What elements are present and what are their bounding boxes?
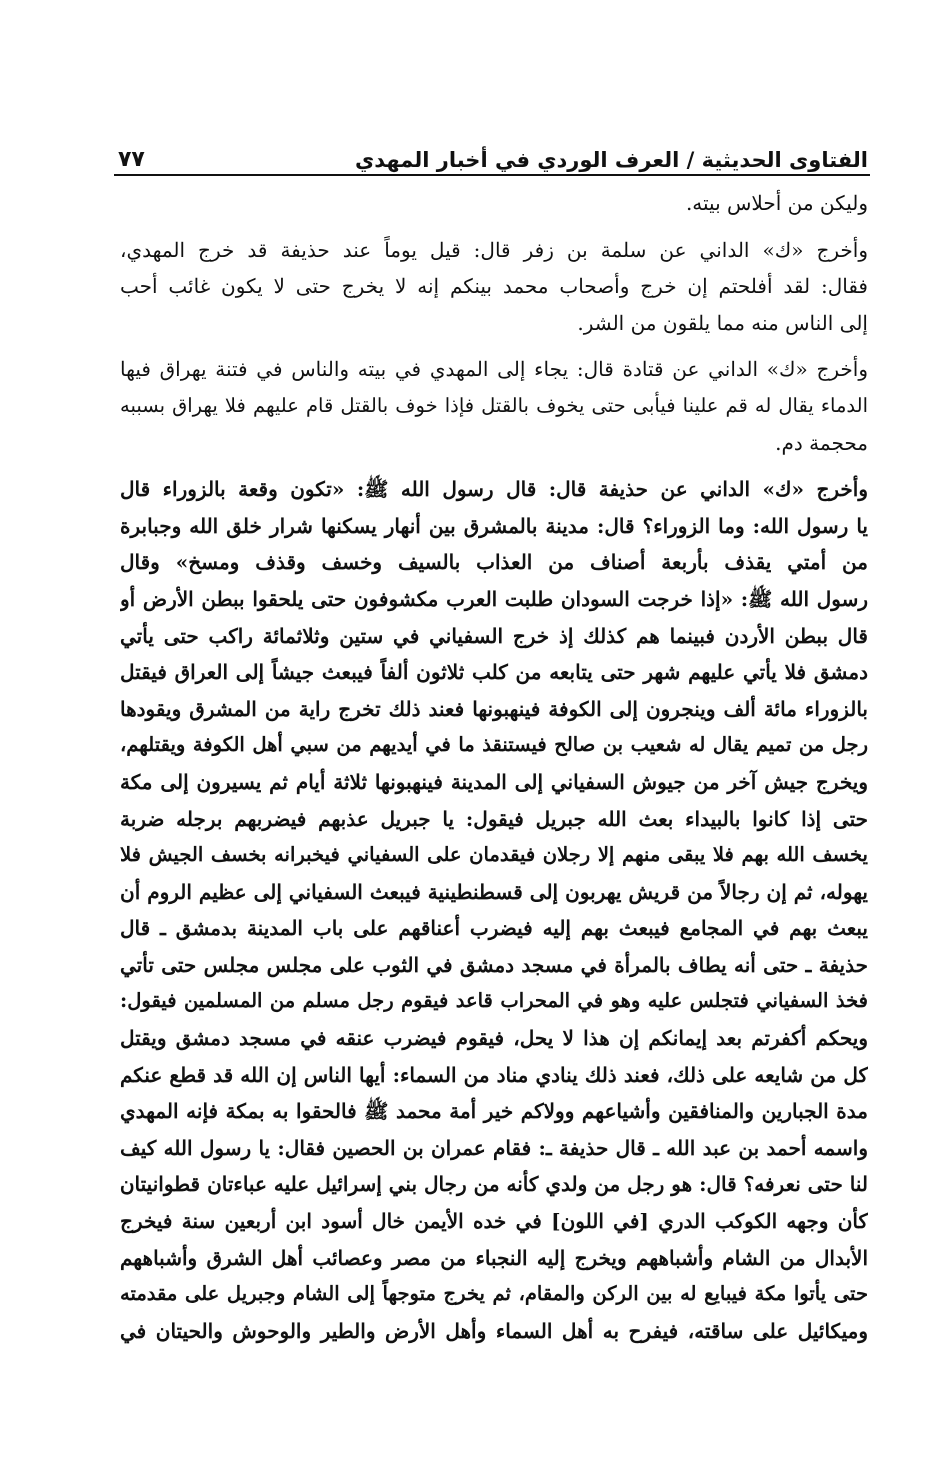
paragraph	[120, 232, 868, 342]
text-line: بالزوراء مائة ألف وينجرون إلى الكوفة فينهبونها فعند ذلك تخرج راية من المشرق ويقودها	[120, 696, 868, 721]
text-line: من أمتي يقذف بأربعة أصناف من العذاب بالسيف وخسف وقذف ومسخ» وقال	[120, 550, 868, 575]
text-line: قال ببطن الأردن فبينما هم كذلك إذ خرج السفياني في ستين وثلاثمائة راكب حتى يأتي	[120, 623, 868, 648]
text-line: كل من شايعه على ذلك، فعند ذلك ينادي مناد من السماء: أيها الناس إن الله قد قطع عنكم	[120, 1062, 868, 1087]
text-line: مدة الجبارين والمنافقين وأشياعهم وولاكم خير أمة محمد ﷺ فالحقوا به بمكة فإنه المهدي	[120, 1099, 868, 1124]
text-line: حتى يأتوا مكة فيبايع له بين الركن والمقام، ثم يخرج متوجهاً إلى الشام وجبريل على مقدمته	[120, 1282, 868, 1306]
text-line: يخسف الله بهم فلا يبقى منهم إلا رجلان فيقدمان على السفياني فيخبرانه بخسف الجيش فلا	[120, 843, 868, 867]
text-line: الأبدال من الشام وأشباههم ويخرج إليه النجباء من مصر وعصائب أهل الشرق وأشباههم	[120, 1245, 868, 1270]
paragraph	[120, 351, 868, 461]
text-line: إلى الناس منه مما يلقون من الشر.	[577, 310, 868, 335]
running-title: الفتاوى الحديثية / العرف الوردي في أخبار المهدي	[355, 148, 868, 172]
header-rule	[114, 174, 870, 176]
text-line: ويحكم أكفرتم بعد إيمانكم إن هذا لا يحل، فيقوم فيضرب عنقه في مسجد دمشق ويقتل	[120, 1026, 868, 1051]
text-line: يبعث بهم في المجامع فيبعث بهم إليه فيضرب أعناقهم على باب المدينة بدمشق ـ قال	[120, 916, 868, 941]
text-line: وميكائيل على ساقته، فيفرح به أهل السماء وأهل الأرض والطير والوحوش والحيتان في	[120, 1318, 868, 1343]
text-line: يهوله، ثم إن رجالاً من قريش يهربون إلى قسطنطينية فيبعث السفياني إلى عظيم الروم أن	[120, 879, 868, 904]
body-text	[120, 185, 868, 1359]
paragraph-hadith	[120, 471, 868, 1349]
paragraph	[120, 185, 868, 222]
text-line: رجل من تميم يقال له شعيب بن صالح فيستنقذ ما في أيديهم من سبي أهل الكوفة ويقتلهم،	[120, 733, 868, 757]
text-line: ويخرج جيش آخر من جيوش السفياني إلى المدينة فينهبونها ثلاثة أيام ثم يسيرون إلى مكة	[120, 769, 868, 794]
text-line: وأخرج «ك» الداني عن قتادة قال: يجاء إلى المهدي في بيته والناس في فتنة يهراق فيها	[120, 357, 868, 382]
text-line: فخذ السفياني فتجلس عليه وهو في المحراب قاعد فيقوم رجل مسلم من المسلمين فيقول:	[120, 989, 868, 1013]
text-line: دمشق فلا يأتي عليهم شهر حتى يتابعه من كلب ثلاثون ألفاً فيبعث جيشاً إلى العراق فيقتل	[120, 660, 868, 685]
text-line: كأن وجهه الكوكب الدري [في اللون] في خده الأيمن خال أسود ابن أربعين سنة فيخرج	[120, 1209, 868, 1234]
text-line: حتى إذا كانوا بالبيداء بعث الله جبريل فيقول: يا جبريل عذبهم فيضربهم برجله ضربة	[120, 806, 868, 831]
text-line: الدماء يقال له قم علينا فيأبى حتى يخوف بالقتل فإذا خوف بالقتل قام عليهم فلا يهراق بسببه	[120, 393, 868, 417]
text-line: وأخرج «ك» الداني عن سلمة بن زفر قال: قيل يوماً عند حذيفة قد خرج المهدي،	[120, 237, 868, 262]
text-line: واسمه أحمد بن عبد الله ـ قال حذيفة ـ: فقام عمران بن الحصين فقال: يا رسول الله كيف	[120, 1135, 868, 1160]
text-line: وأخرج «ك» الداني عن حذيفة قال: قال رسول الله ﷺ: «تكون وقعة بالزوراء قال	[120, 477, 868, 502]
text-line: وليكن من أحلاس بيته.	[685, 191, 868, 215]
running-header	[118, 132, 868, 172]
text-line: محجمة دم.	[775, 430, 868, 455]
text-line: يا رسول الله: وما الزوراء؟ قال: مدينة بالمشرق بين أنهار يسكنها شرار خلق الله وجبابرة	[120, 513, 868, 538]
text-line: لنا حتى نعرفه؟ قال: هو رجل من ولدي كأنه من رجال بني إسرائيل عليه عباءتان قطوانيتان	[120, 1172, 868, 1197]
page-number: ٧٧	[118, 147, 145, 172]
text-line: حذيفة ـ حتى أنه يطاف بالمرأة في مسجد دمشق في الثوب على مجلس مجلس حتى تأتي	[120, 952, 868, 977]
text-line: رسول الله ﷺ: «إذا خرجت السودان طلبت العرب مكشوفون حتى يلحقوا ببطن الأرض أو	[120, 586, 868, 611]
text-line: فقال: لقد أفلحتم إن خرج وأصحاب محمد بينكم إنه لا يخرج حتى لا يكون غائب أحب	[120, 274, 868, 299]
